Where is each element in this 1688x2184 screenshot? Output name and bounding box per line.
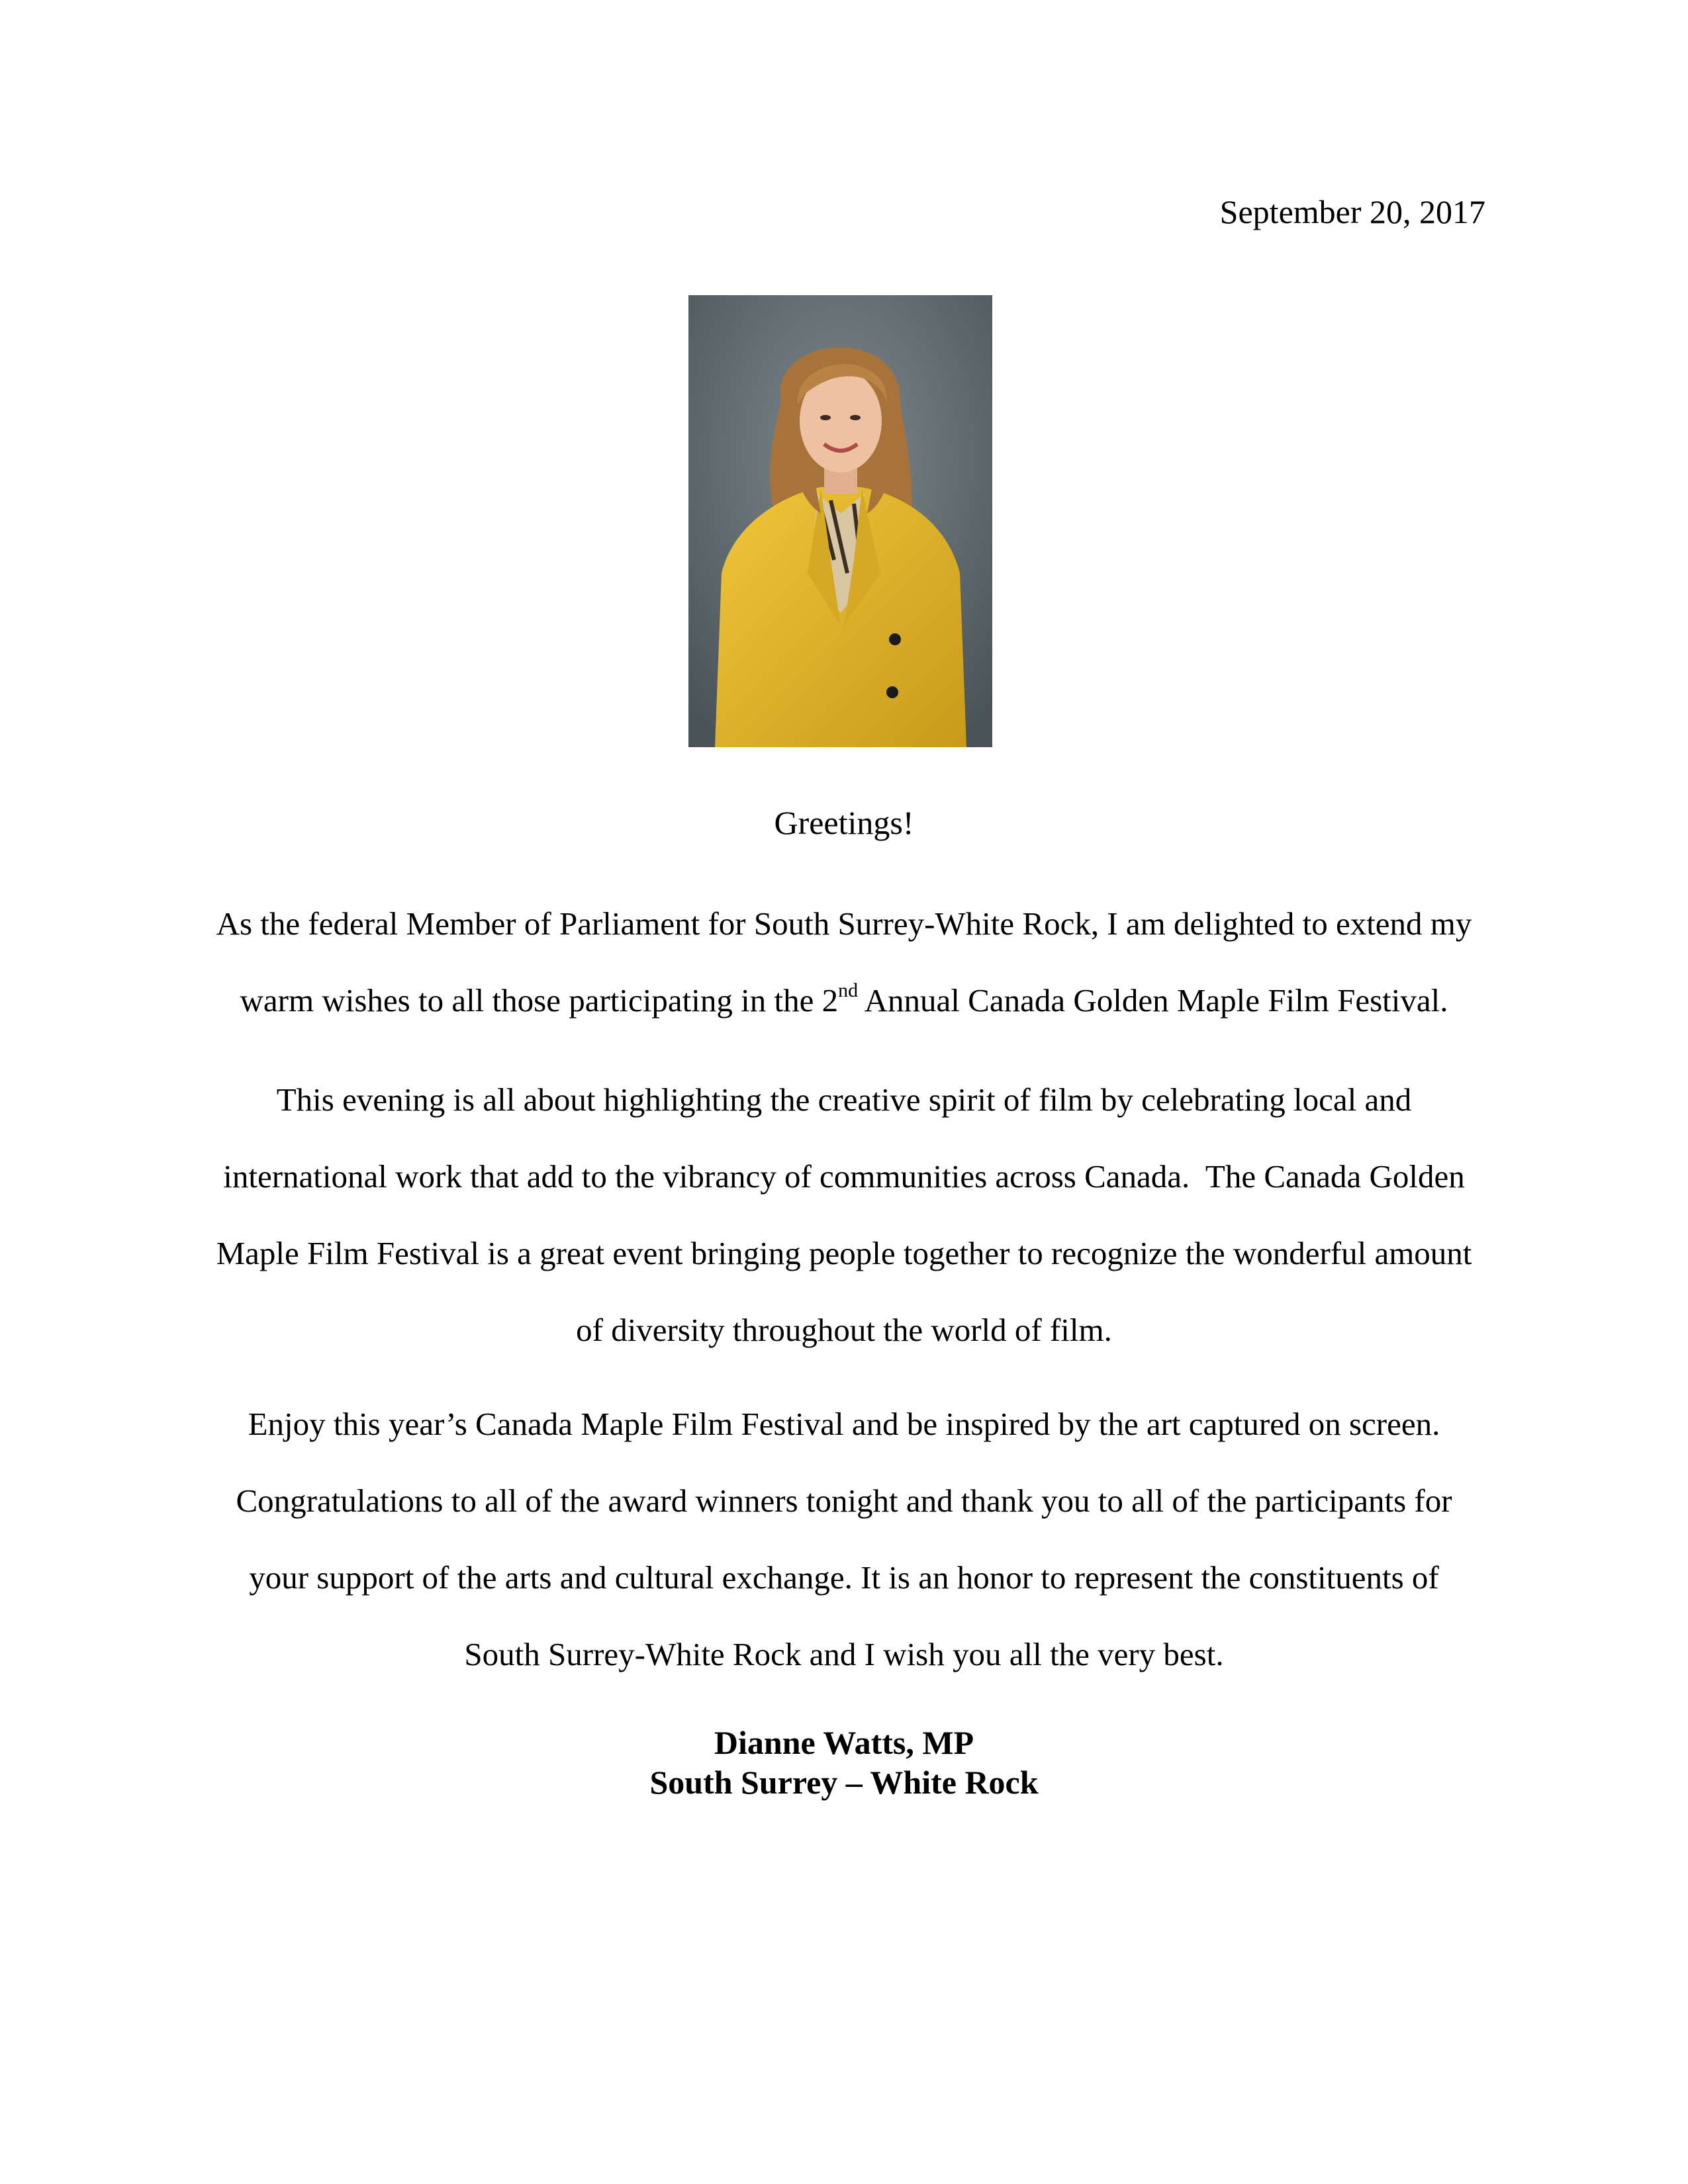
paragraph-1-line-2-text: warm wishes to all those participating in the 2 <box>240 982 839 1019</box>
signature-block <box>0 1723 1688 1802</box>
paragraph-1-line-1: As the federal Member of Parliament for South Surrey-White Rock, I am delighted to extend my <box>216 905 1472 942</box>
paragraph-2-line-3: Maple Film Festival is a great event bringing people together to recognize the wonderful amount <box>216 1235 1472 1271</box>
paragraph-3 <box>185 1386 1503 1693</box>
paragraph-2 <box>185 1062 1503 1369</box>
paragraph-2-line-4: of diversity throughout the world of film. <box>576 1312 1112 1348</box>
paragraph-1 <box>185 886 1503 1039</box>
paragraph-1-line-2 <box>185 962 1503 1039</box>
paragraph-3-line-3: your support of the arts and cultural exchange. It is an honor to represent the constituents of <box>249 1559 1439 1596</box>
paragraph-1-line-2-rest: Annual Canada Golden Maple Film Festival. <box>858 982 1448 1019</box>
ordinal-suffix: nd <box>838 979 859 1001</box>
portrait-photo <box>688 295 992 747</box>
paragraph-3-line-4: South Surrey-White Rock and I wish you all the very best. <box>464 1636 1224 1672</box>
signature-riding: South Surrey – White Rock <box>649 1764 1039 1801</box>
paragraph-2-line-1: This evening is all about highlighting the creative spirit of film by celebrating local and <box>276 1081 1412 1118</box>
paragraph-3-line-1: Enjoy this year’s Canada Maple Film Festival and be inspired by the art captured on screen. <box>248 1406 1440 1442</box>
signature-name: Dianne Watts, MP <box>714 1724 974 1761</box>
paragraph-3-line-2: Congratulations to all of the award winners tonight and thank you to all of the participants for <box>236 1482 1452 1519</box>
letter-date: September 20, 2017 <box>1219 193 1485 230</box>
paragraph-2-line-2: international work that add to the vibrancy of communities across Canada. The Canada Golden <box>223 1158 1465 1195</box>
greeting: Greetings! <box>774 804 914 841</box>
